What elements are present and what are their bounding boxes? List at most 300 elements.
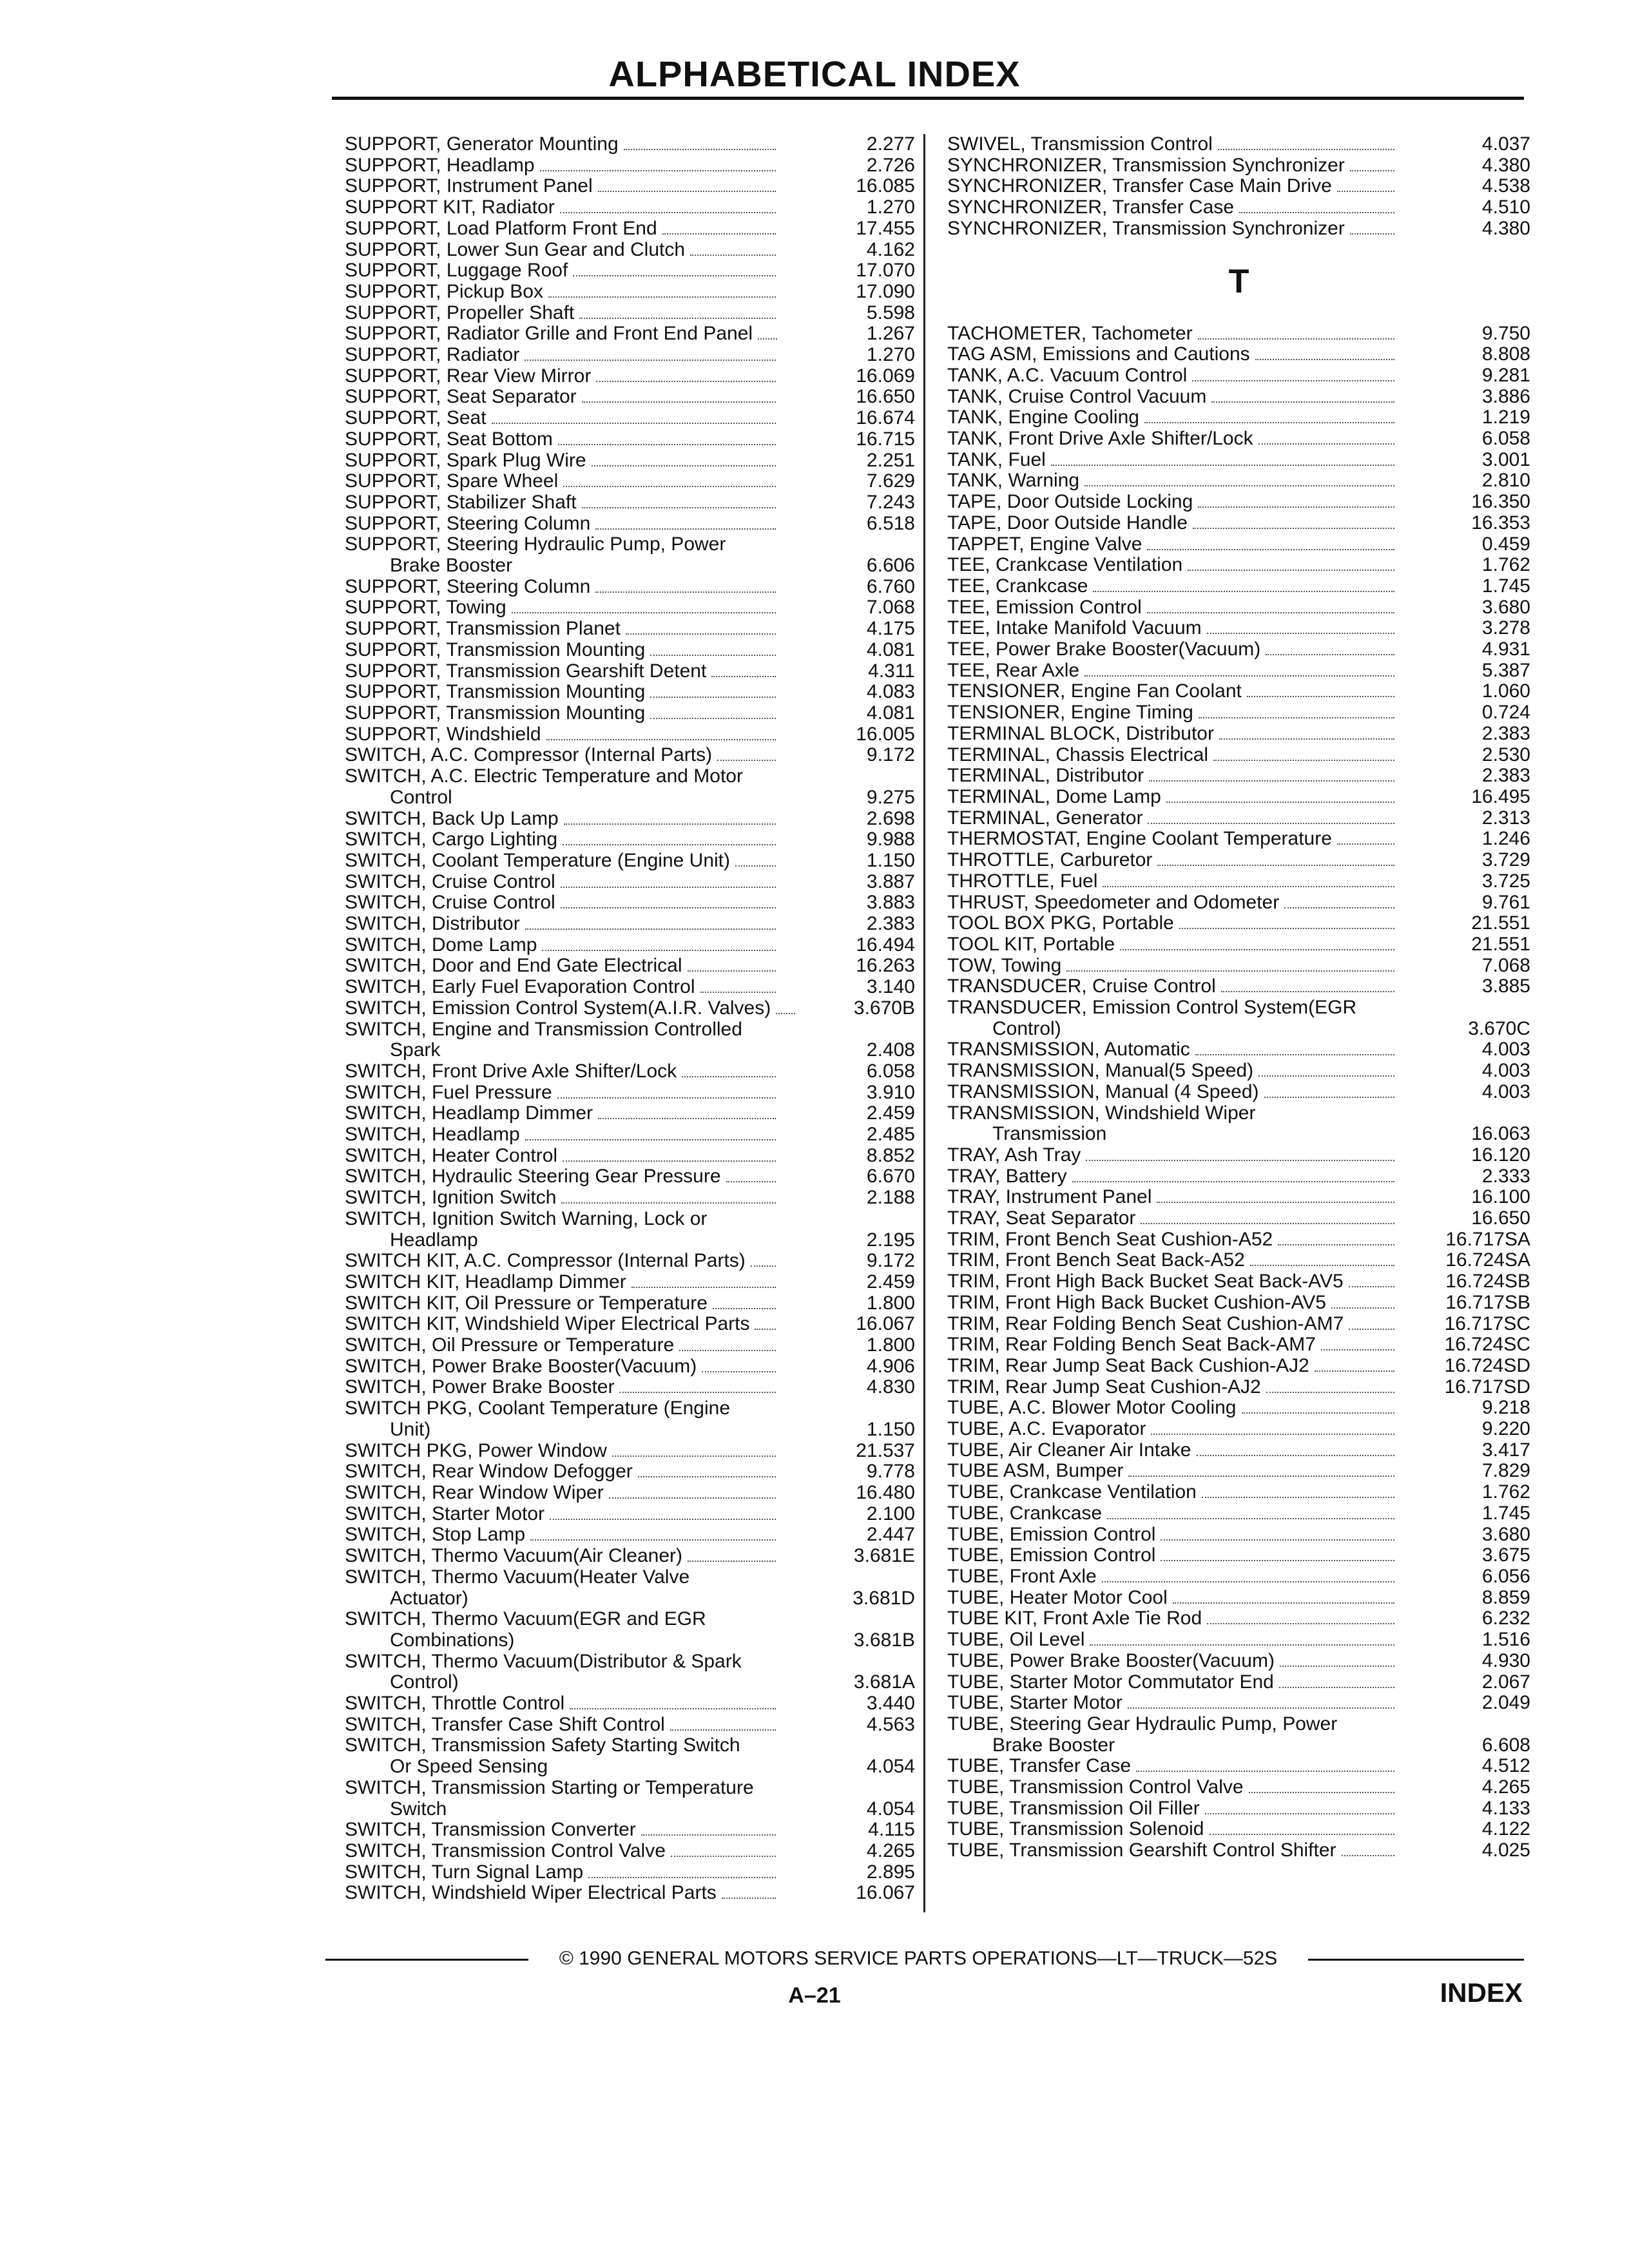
- entry-page-reference: 16.120: [1471, 1144, 1530, 1166]
- dot-leader: [1093, 591, 1394, 592]
- index-entry: [345, 872, 915, 893]
- dot-leader: [1279, 1687, 1394, 1688]
- entry-page-reference: 3.681E: [853, 1545, 915, 1567]
- index-entry: [345, 1778, 915, 1820]
- index-entry: [345, 366, 915, 387]
- dot-leader: [662, 233, 776, 235]
- dot-leader: [1141, 1223, 1394, 1224]
- dot-leader: [558, 444, 776, 445]
- dot-leader: [702, 1371, 776, 1372]
- index-entry: [345, 134, 915, 155]
- entry-page-reference: 7.243: [866, 491, 915, 513]
- entry-description: TEE, Crankcase Ventilation: [947, 554, 1183, 576]
- entry-description: TEE, Intake Manifold Vacuum: [947, 617, 1202, 639]
- entry-page-reference: 3.278: [1481, 617, 1530, 639]
- index-entry: [345, 1524, 915, 1546]
- index-entry: [947, 808, 1530, 829]
- dot-leader: [563, 486, 776, 487]
- entry-page-reference: 9.988: [866, 829, 915, 850]
- entry-description: TUBE, A.C. Blower Motor Cooling: [947, 1397, 1237, 1419]
- entry-page-reference: 2.408: [866, 1039, 915, 1061]
- dot-leader: [512, 612, 776, 613]
- entry-page-reference: 16.495: [1471, 785, 1530, 807]
- index-entry: [947, 470, 1530, 492]
- entry-description-continued: Or Speed Sensing: [390, 1756, 548, 1778]
- index-entry: [345, 1398, 915, 1440]
- dot-leader: [1198, 338, 1394, 340]
- entry-description: TRIM, Front Bench Seat Back-A52: [947, 1249, 1245, 1271]
- entry-description: SUPPORT, Transmission Gearshift Detent: [345, 660, 707, 682]
- dot-leader: [682, 1076, 776, 1077]
- dot-leader: [1193, 528, 1394, 529]
- index-entry: [947, 1840, 1530, 1861]
- entry-description-continued: Headlamp: [390, 1229, 478, 1251]
- dot-leader: [1102, 1581, 1394, 1582]
- dot-leader: [1331, 1307, 1394, 1309]
- index-entry: [947, 1482, 1530, 1503]
- index-entry: [345, 303, 915, 324]
- dot-leader: [671, 1856, 776, 1857]
- dot-leader: [1199, 717, 1394, 718]
- entry-page-reference: 9.275: [866, 786, 915, 808]
- entry-description: SWITCH, Thermo Vacuum(Distributor & Spark: [345, 1650, 742, 1672]
- index-entry: [947, 787, 1530, 808]
- index-entry: [947, 850, 1530, 871]
- entry-page-reference: 16.715: [856, 428, 915, 450]
- entry-page-reference: 6.518: [866, 512, 915, 534]
- dot-leader: [1247, 696, 1394, 697]
- entry-page-reference: 3.681B: [853, 1629, 915, 1651]
- entry-page-reference: 1.219: [1481, 407, 1530, 428]
- entry-page-reference: 4.081: [866, 639, 915, 660]
- entry-description: SUPPORT, Steering Hydraulic Pump, Power: [345, 533, 726, 555]
- section-label: INDEX: [1440, 1977, 1523, 2008]
- entry-page-reference: 1.270: [866, 197, 915, 218]
- dot-leader: [670, 1729, 776, 1731]
- entry-page-reference: 2.447: [866, 1524, 915, 1546]
- dot-leader: [525, 928, 776, 930]
- entry-page-reference: 16.085: [856, 175, 915, 197]
- entry-description: SWITCH, Stop Lamp: [345, 1524, 526, 1546]
- index-entry: [345, 1019, 915, 1061]
- entry-page-reference: 3.680: [1481, 596, 1530, 618]
- index-entry: [345, 1124, 915, 1146]
- entry-page-reference: 16.724SA: [1445, 1249, 1530, 1271]
- entry-description: TEE, Rear Axle: [947, 659, 1080, 681]
- entry-description: SUPPORT, Radiator: [345, 344, 520, 366]
- entry-page-reference: 1.800: [866, 1334, 915, 1356]
- index-entry: [947, 576, 1530, 597]
- dot-leader: [758, 338, 777, 340]
- entry-description: SWITCH, A.C. Compressor (Internal Parts): [345, 744, 713, 766]
- index-entry: [947, 492, 1530, 513]
- index-entry: [345, 935, 915, 956]
- entry-description: SWITCH, Early Fuel Evaporation Control: [345, 976, 695, 998]
- entry-description: SWITCH, Door and End Gate Electrical: [345, 955, 682, 977]
- dot-leader: [735, 865, 776, 867]
- entry-description: SWITCH, A.C. Electric Temperature and Motor: [345, 765, 743, 787]
- entry-description: TENSIONER, Engine Timing: [947, 702, 1193, 724]
- entry-description: TRIM, Rear Folding Bench Seat Cushion-AM7: [947, 1312, 1344, 1334]
- footer-rule-right: [1308, 1959, 1524, 1961]
- index-group-t: [947, 323, 1530, 1861]
- entry-page-reference: 2.698: [866, 807, 915, 829]
- entry-page-reference: 9.761: [1481, 891, 1530, 913]
- index-entry: [947, 1608, 1530, 1629]
- index-entry: [947, 1145, 1530, 1166]
- entry-description: TRANSMISSION, Manual (4 Speed): [947, 1081, 1259, 1102]
- index-entry: [345, 1820, 915, 1841]
- entry-page-reference: 3.729: [1481, 849, 1530, 871]
- dot-leader: [1337, 843, 1394, 845]
- dot-leader: [1086, 1160, 1394, 1161]
- entry-description: TAPE, Door Outside Handle: [947, 512, 1188, 533]
- index-entry: [947, 218, 1530, 240]
- entry-description: SUPPORT, Spare Wheel: [345, 470, 559, 492]
- dot-leader: [570, 1708, 776, 1709]
- dot-leader: [542, 950, 776, 951]
- entry-description: TERMINAL, Dome Lamp: [947, 785, 1161, 807]
- index-entry: [345, 619, 915, 640]
- index-entry: [947, 1777, 1530, 1798]
- entry-page-reference: 7.068: [866, 597, 915, 619]
- entry-page-reference: 16.650: [856, 386, 915, 408]
- dot-leader: [1166, 802, 1394, 803]
- dot-leader: [1149, 780, 1394, 782]
- index-entry: [345, 1609, 915, 1651]
- dot-leader: [638, 1476, 776, 1477]
- dot-leader: [1350, 233, 1394, 235]
- entry-description: SUPPORT, Seat Bottom: [345, 428, 553, 450]
- entry-page-reference: 16.674: [856, 407, 915, 429]
- entry-description: SWITCH, Ignition Switch Warning, Lock or: [345, 1207, 708, 1229]
- index-entry: [345, 534, 915, 576]
- entry-description: TRIM, Front High Back Bucket Seat Back-AV5: [947, 1271, 1344, 1293]
- entry-description: TUBE, Emission Control: [947, 1544, 1156, 1566]
- entry-description: TUBE, Transmission Solenoid: [947, 1818, 1204, 1840]
- index-entry: [947, 155, 1530, 177]
- entry-page-reference: 16.350: [1471, 491, 1530, 513]
- index-entry: [947, 829, 1530, 850]
- index-entry: [345, 1187, 915, 1209]
- entry-description-continued: Actuator): [390, 1587, 468, 1609]
- entry-description: TRIM, Rear Jump Seat Cushion-AJ2: [947, 1376, 1261, 1398]
- index-entry: [345, 724, 915, 745]
- entry-page-reference: 3.681D: [853, 1587, 915, 1609]
- index-entry: [947, 513, 1530, 534]
- entry-page-reference: 4.003: [1481, 1039, 1530, 1061]
- index-entry: [345, 1293, 915, 1314]
- entry-description: SWITCH, Distributor: [345, 913, 520, 935]
- dot-leader: [1136, 1771, 1394, 1772]
- index-entry: [947, 1377, 1530, 1398]
- copyright-notice: © 1990 GENERAL MOTORS SERVICE PARTS OPERATIONS—LT—TRUCK—52S: [559, 1948, 1278, 1969]
- index-entry: [947, 1545, 1530, 1566]
- entry-description: SUPPORT, Headlamp: [345, 154, 535, 176]
- index-entry: [345, 1693, 915, 1715]
- title-rule: [332, 97, 1524, 100]
- dot-leader: [717, 760, 776, 761]
- dot-leader: [1258, 443, 1394, 445]
- entry-description: TRAY, Ash Tray: [947, 1144, 1081, 1166]
- index-entry: [345, 1377, 915, 1398]
- entry-page-reference: 16.069: [856, 365, 915, 387]
- index-entry: [947, 724, 1530, 745]
- entry-description: TUBE ASM, Bumper: [947, 1460, 1124, 1482]
- entry-page-reference: 4.133: [1481, 1797, 1530, 1819]
- entry-page-reference: 1.267: [866, 323, 915, 345]
- dot-leader: [1161, 1539, 1394, 1541]
- entry-page-reference: 8.808: [1481, 343, 1530, 365]
- index-entry: [345, 829, 915, 850]
- index-entry: [345, 850, 915, 872]
- footer-rule-left: [325, 1959, 528, 1961]
- entry-description: SWITCH PKG, Coolant Temperature (Engine: [345, 1398, 731, 1419]
- entry-page-reference: 16.067: [856, 1882, 915, 1904]
- index-entry: [947, 765, 1530, 787]
- index-column-left: [345, 134, 915, 1904]
- dot-leader: [1239, 212, 1394, 213]
- entry-description: TERMINAL, Generator: [947, 807, 1143, 829]
- index-entry: [345, 745, 915, 766]
- entry-description: SWITCH, Transmission Safety Starting Switch: [345, 1735, 740, 1756]
- index-entry: [345, 240, 915, 261]
- entry-page-reference: 5.598: [866, 302, 915, 323]
- index-entry: [947, 1166, 1530, 1187]
- index-entry: [947, 1356, 1530, 1377]
- index-entry: [947, 1798, 1530, 1820]
- entry-description: SWITCH, Windshield Wiper Electrical Parts: [345, 1882, 717, 1904]
- dot-leader: [561, 887, 776, 888]
- entry-description: SUPPORT, Rear View Mirror: [345, 365, 592, 387]
- entry-description: SWITCH, Cargo Lighting: [345, 829, 558, 850]
- entry-description: SWITCH, Transmission Control Valve: [345, 1840, 666, 1861]
- index-entry: [947, 913, 1530, 934]
- entry-page-reference: 21.551: [1471, 933, 1530, 955]
- entry-page-reference: 9.172: [866, 744, 915, 766]
- dot-leader: [1342, 1855, 1394, 1856]
- entry-page-reference: 16.494: [856, 934, 915, 956]
- entry-description: SWITCH, Turn Signal Lamp: [345, 1861, 584, 1883]
- index-entry: [947, 934, 1530, 956]
- entry-page-reference: 4.563: [866, 1713, 915, 1735]
- index-entry: [345, 577, 915, 598]
- entry-description: SWITCH, Hydraulic Steering Gear Pressure: [345, 1166, 721, 1187]
- dot-leader: [711, 676, 776, 677]
- entry-description: TAG ASM, Emissions and Cautions: [947, 343, 1250, 365]
- dot-leader: [1157, 865, 1394, 866]
- entry-description: SUPPORT, Transmission Planet: [345, 618, 621, 640]
- dot-leader: [561, 1202, 776, 1204]
- index-entry: [345, 323, 915, 345]
- entry-description: TANK, Front Drive Axle Shifter/Lock: [947, 428, 1253, 450]
- entry-description-continued: Brake Booster: [390, 555, 513, 577]
- entry-page-reference: 3.680: [1481, 1523, 1530, 1545]
- entry-page-reference: 17.455: [856, 217, 915, 239]
- entry-description: SWITCH, Back Up Lamp: [345, 807, 559, 829]
- entry-page-reference: 3.681A: [853, 1671, 915, 1693]
- entry-description: SUPPORT, Transmission Mounting: [345, 639, 646, 660]
- entry-description: SWITCH KIT, Windshield Wiper Electrical Parts: [345, 1313, 750, 1335]
- dot-leader: [1198, 506, 1394, 508]
- index-entry: [947, 702, 1530, 724]
- dot-leader: [1195, 1054, 1394, 1055]
- entry-page-reference: 6.056: [1481, 1566, 1530, 1587]
- dot-leader: [1213, 760, 1394, 761]
- dot-leader: [1221, 991, 1394, 992]
- entry-description-continued: Combinations): [390, 1629, 515, 1651]
- entry-page-reference: 1.150: [866, 849, 915, 871]
- index-entry: [947, 176, 1530, 197]
- index-entry: [947, 892, 1530, 914]
- entry-description: TAPPET, Engine Valve: [947, 533, 1142, 555]
- entry-page-reference: 3.885: [1481, 975, 1530, 997]
- index-entry: [345, 450, 915, 472]
- entry-page-reference: 2.277: [866, 133, 915, 155]
- index-entry: [345, 766, 915, 808]
- entry-page-reference: 4.122: [1481, 1818, 1530, 1840]
- entry-description: SWITCH, Thermo Vacuum(Heater Valve: [345, 1566, 690, 1588]
- entry-description: TUBE, Heater Motor Cool: [947, 1586, 1168, 1608]
- entry-description-continued: Spark: [390, 1039, 441, 1061]
- entry-page-reference: 3.675: [1481, 1544, 1530, 1566]
- entry-page-reference: 6.608: [1481, 1734, 1530, 1756]
- index-entry: [345, 977, 915, 998]
- entry-description: THRUST, Speedometer and Odometer: [947, 891, 1280, 913]
- index-entry: [345, 892, 915, 914]
- entry-page-reference: 16.650: [1471, 1207, 1530, 1229]
- entry-description: TUBE, Transfer Case: [947, 1755, 1132, 1777]
- section-letter-heading: T: [1228, 262, 1249, 300]
- index-entry: [345, 1061, 915, 1082]
- index-entry: [345, 345, 915, 366]
- dot-leader: [1090, 1644, 1394, 1646]
- entry-page-reference: 16.724SC: [1444, 1334, 1530, 1356]
- index-entry: [345, 1335, 915, 1356]
- index-entry: [947, 407, 1530, 428]
- entry-page-reference: 4.380: [1481, 217, 1530, 239]
- index-entry: [947, 1693, 1530, 1714]
- entry-page-reference: 1.150: [866, 1418, 915, 1440]
- dot-leader: [631, 1287, 776, 1288]
- dot-leader: [546, 739, 776, 740]
- entry-description-continued: Control): [390, 1671, 459, 1693]
- entry-description: TUBE, A.C. Evaporator: [947, 1418, 1146, 1440]
- dot-leader: [563, 844, 776, 845]
- index-entry: [947, 1229, 1530, 1251]
- entry-page-reference: 2.188: [866, 1187, 915, 1209]
- entry-page-reference: 9.172: [866, 1250, 915, 1272]
- entry-description: TRIM, Rear Jump Seat Back Cushion-AJ2: [947, 1354, 1309, 1376]
- dot-leader: [1349, 1329, 1394, 1330]
- index-entry: [345, 1251, 915, 1272]
- dot-leader: [1350, 170, 1394, 171]
- entry-description: TANK, Warning: [947, 470, 1080, 492]
- index-entry: [345, 1715, 915, 1736]
- index-entry: [947, 1039, 1530, 1061]
- entry-page-reference: 3.670C: [1468, 1017, 1530, 1039]
- entry-description: SWITCH, Cruise Control: [345, 892, 555, 914]
- index-entry: [947, 1524, 1530, 1546]
- index-entry: [947, 1566, 1530, 1588]
- entry-description: SWITCH, Power Brake Booster: [345, 1376, 615, 1398]
- dot-leader: [557, 1097, 776, 1099]
- index-entry: [947, 1398, 1530, 1419]
- entry-page-reference: 7.068: [1481, 954, 1530, 976]
- index-entry: [947, 1187, 1530, 1208]
- entry-description: TUBE, Starter Motor Commutator End: [947, 1671, 1274, 1693]
- entry-description-continued: Unit): [390, 1418, 431, 1440]
- index-entry: [345, 1314, 915, 1335]
- entry-page-reference: 1.516: [1481, 1629, 1530, 1651]
- index-column-right: [947, 134, 1530, 1861]
- entry-description: TANK, A.C. Vacuum Control: [947, 364, 1188, 386]
- entry-page-reference: 4.003: [1481, 1081, 1530, 1102]
- dot-leader: [1107, 1518, 1394, 1519]
- entry-page-reference: 6.058: [866, 1060, 915, 1082]
- entry-page-reference: 1.060: [1481, 680, 1530, 702]
- dot-leader: [722, 1898, 776, 1899]
- dot-leader: [525, 1139, 776, 1140]
- index-entry: [947, 1314, 1530, 1335]
- entry-description: TANK, Fuel: [947, 448, 1046, 470]
- entry-page-reference: 4.081: [866, 702, 915, 724]
- index-entry: [345, 1862, 915, 1883]
- entry-description: TUBE, Transmission Control Valve: [947, 1776, 1244, 1798]
- entry-page-reference: 2.530: [1481, 744, 1530, 765]
- entry-page-reference: 1.745: [1481, 575, 1530, 597]
- entry-page-reference: 4.512: [1481, 1755, 1530, 1777]
- index-entry: [947, 1756, 1530, 1777]
- dot-leader: [1157, 1202, 1394, 1203]
- dot-leader: [1210, 1834, 1395, 1835]
- dot-leader: [726, 1181, 776, 1182]
- entry-page-reference: 4.162: [866, 238, 915, 260]
- entry-page-reference: 16.724SD: [1444, 1354, 1530, 1376]
- entry-page-reference: 2.726: [866, 154, 915, 176]
- entry-page-reference: 16.067: [856, 1313, 915, 1335]
- entry-description: THERMOSTAT, Engine Coolant Temperature: [947, 828, 1332, 850]
- entry-description: THROTTLE, Fuel: [947, 870, 1098, 892]
- entry-page-reference: 4.175: [866, 618, 915, 640]
- dot-leader: [1280, 1666, 1394, 1667]
- dot-leader: [540, 170, 776, 171]
- index-entry: [345, 1735, 915, 1777]
- entry-description: TUBE, Emission Control: [947, 1523, 1156, 1545]
- entry-page-reference: 2.383: [1481, 722, 1530, 744]
- entry-page-reference: 16.724SB: [1445, 1271, 1530, 1293]
- index-entry: [947, 1250, 1530, 1271]
- entry-description: TRAY, Instrument Panel: [947, 1186, 1152, 1208]
- dot-leader: [1072, 1181, 1394, 1182]
- entry-description: SWITCH, Oil Pressure or Temperature: [345, 1334, 675, 1356]
- entry-page-reference: 9.778: [866, 1461, 915, 1483]
- entry-description: TUBE, Steering Gear Hydraulic Pump, Power: [947, 1713, 1338, 1735]
- index-entry: [947, 1819, 1530, 1840]
- entry-description: SWITCH, Ignition Switch: [345, 1187, 557, 1209]
- entry-description: SWITCH, Engine and Transmission Controlled: [345, 1018, 742, 1040]
- entry-page-reference: 1.270: [866, 344, 915, 366]
- entry-description: THROTTLE, Carburetor: [947, 849, 1153, 871]
- entry-page-reference: 4.311: [868, 660, 915, 682]
- index-entry: [345, 1651, 915, 1693]
- entry-description: SYNCHRONIZER, Transmission Synchronizer: [947, 217, 1345, 239]
- entry-description: SUPPORT, Pickup Box: [345, 280, 543, 302]
- dot-leader: [1151, 1434, 1394, 1435]
- index-entry: [947, 745, 1530, 766]
- entry-page-reference: 3.140: [866, 976, 915, 998]
- entry-description: SUPPORT, Transmission Mounting: [345, 702, 646, 724]
